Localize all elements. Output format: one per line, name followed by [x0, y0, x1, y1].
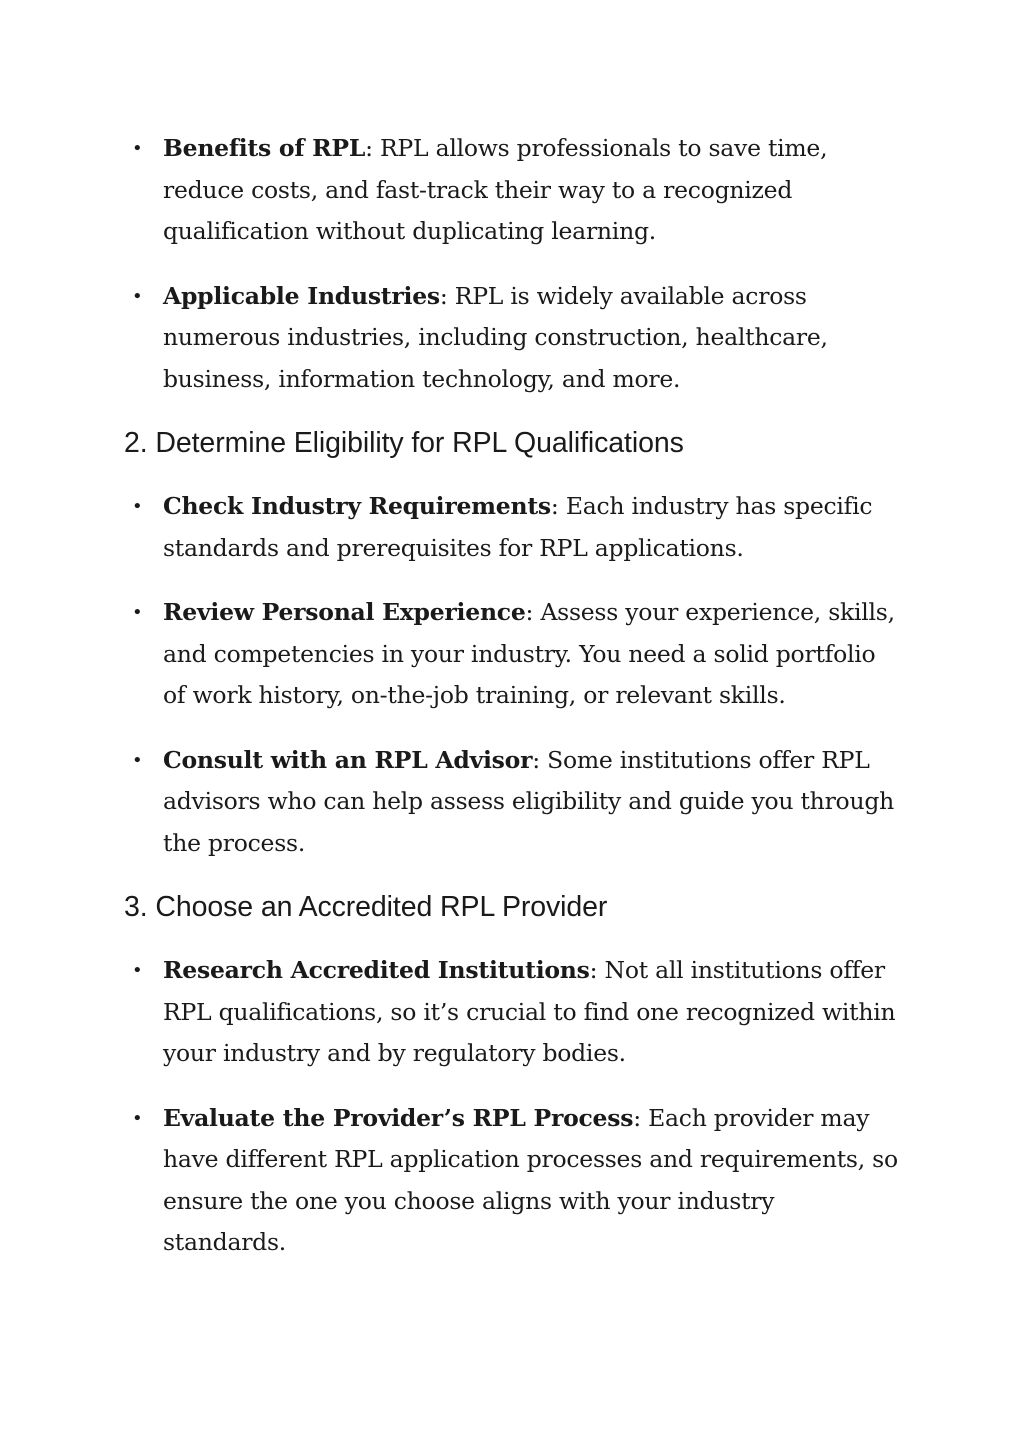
item-separator: : [589, 956, 605, 984]
item-separator: : [550, 492, 566, 520]
section-heading-provider: 3. Choose an Accredited RPL Provider [124, 891, 608, 923]
bullet-icon: • [132, 138, 143, 159]
item-term: Benefits of RPL [163, 134, 366, 162]
intro-bullet-list [124, 128, 904, 400]
section-heading-eligibility: 2. Determine Eligibility for RPL Qualifications [124, 427, 684, 459]
item-separator: : [633, 1103, 649, 1132]
item-term: Check Industry Requirements [163, 492, 551, 520]
item-term: Review Personal Experience [163, 598, 526, 626]
list-item [124, 128, 904, 253]
list-item [124, 276, 904, 401]
item-text: Assess your experience, skills, and competencies in your industry. You need a solid portfolio of work history, on-the-job training, or relevant skills. [163, 598, 895, 709]
list-item [124, 1098, 904, 1264]
item-text: Not all institutions offer RPL qualifications, so it’s crucial to find one recognized within your industry and by regulatory bodies. [163, 956, 896, 1067]
bullet-icon: • [132, 602, 143, 623]
item-text: Some institutions offer RPL advisors who can help assess eligibility and guide you through the process. [163, 745, 895, 857]
provider-bullet-list [124, 950, 904, 1264]
item-separator: : [365, 134, 380, 162]
item-text: Each industry has specific standards and prerequisites for RPL applications. [163, 492, 873, 562]
item-term: Applicable Industries [163, 281, 440, 310]
list-item [124, 740, 904, 865]
list-item [124, 592, 904, 717]
item-text: Each provider may have different RPL application processes and requirements, so ensure the one you choose aligns with your industry standards. [163, 1103, 898, 1256]
bullet-icon: • [132, 285, 143, 307]
list-item [124, 950, 904, 1075]
bullet-icon: • [132, 749, 143, 771]
item-term: Consult with an RPL Advisor [163, 745, 533, 774]
item-text: RPL allows professionals to save time, reduce costs, and fast-track their way to a recognized qualification without duplicating learning. [163, 134, 828, 245]
list-item [124, 486, 904, 569]
bullet-icon: • [132, 496, 143, 517]
eligibility-bullet-list [124, 486, 904, 864]
document-content [124, 128, 904, 1287]
item-term: Evaluate the Provider’s RPL Process [163, 1103, 634, 1132]
item-separator: : [532, 745, 548, 774]
item-term: Research Accredited Institutions [163, 956, 590, 984]
item-text: RPL is widely available across numerous industries, including construction, healthcare, business, information technology, and more. [163, 281, 828, 393]
bullet-icon: • [132, 1107, 143, 1129]
bullet-icon: • [132, 960, 143, 981]
item-separator: : [525, 598, 541, 626]
item-separator: : [439, 281, 455, 310]
